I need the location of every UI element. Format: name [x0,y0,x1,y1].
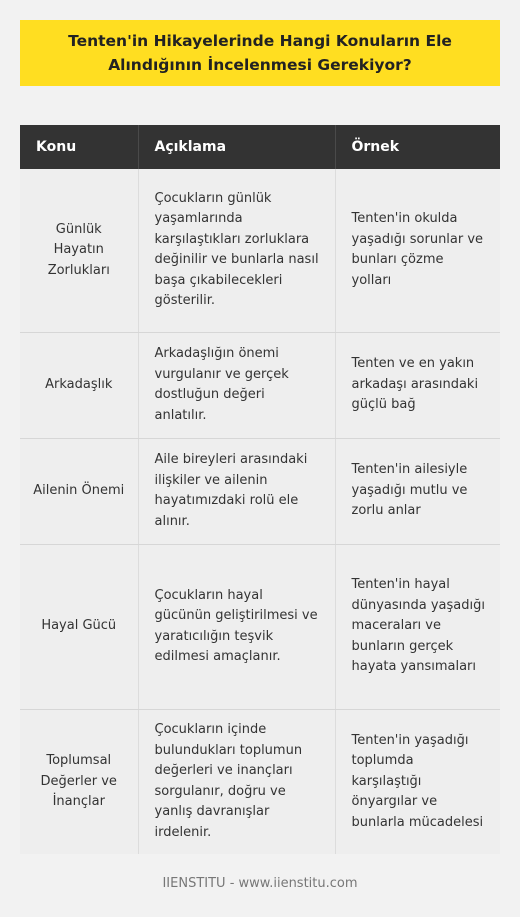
description-cell: Arkadaşlığın önemi vurgulanır ve gerçek dostluğun değeri anlatılır. [138,332,335,438]
table-row [20,438,500,544]
table-header-row [20,125,500,169]
table-row [20,544,500,709]
topic-cell: Toplumsal Değerler ve İnançlar [20,709,138,854]
description-cell: Aile bireyleri arasındaki ilişkiler ve ailenin hayatımızdaki rolü ele alınır. [138,438,335,544]
page-title: Tenten'in Hikayelerinde Hangi Konuların Ele Alındığının İncelenmesi Gerekiyor? [68,32,452,74]
description-cell: Çocukların günlük yaşamlarında karşılaştıkları zorluklara değinilir ve bunlarla nasıl başa çıkabilecekleri gösterilir. [138,169,335,332]
example-cell: Tenten'in okulda yaşadığı sorunlar ve bunları çözme yolları [335,169,500,332]
footer-credit: IIENSTITU - www.iienstitu.com [162,876,358,891]
topic-cell: Günlük Hayatın Zorlukları [20,169,138,332]
column-header-description: Açıklama [138,125,335,169]
example-cell: Tenten'in yaşadığı toplumda karşılaştığı önyargılar ve bunlarla mücadelesi [335,709,500,854]
example-cell: Tenten'in ailesiyle yaşadığı mutlu ve zorlu anlar [335,438,500,544]
column-header-topic: Konu [20,125,138,169]
topic-cell: Hayal Gücü [20,544,138,709]
description-cell: Çocukların hayal gücünün geliştirilmesi ve yaratıcılığın teşvik edilmesi amaçlanır. [138,544,335,709]
topics-table [20,125,500,854]
title-banner [20,20,500,86]
topic-cell: Ailenin Önemi [20,438,138,544]
example-cell: Tenten'in hayal dünyasında yaşadığı maceraları ve bunların gerçek hayata yansımaları [335,544,500,709]
table-row [20,709,500,854]
description-cell: Çocukların içinde bulundukları toplumun değerleri ve inançları sorgulanır, doğru ve yanlış davranışlar irdelenir. [138,709,335,854]
table-row [20,332,500,438]
column-header-example: Örnek [335,125,500,169]
topic-cell: Arkadaşlık [20,332,138,438]
table-row [20,169,500,332]
example-cell: Tenten ve en yakın arkadaşı arasındaki güçlü bağ [335,332,500,438]
